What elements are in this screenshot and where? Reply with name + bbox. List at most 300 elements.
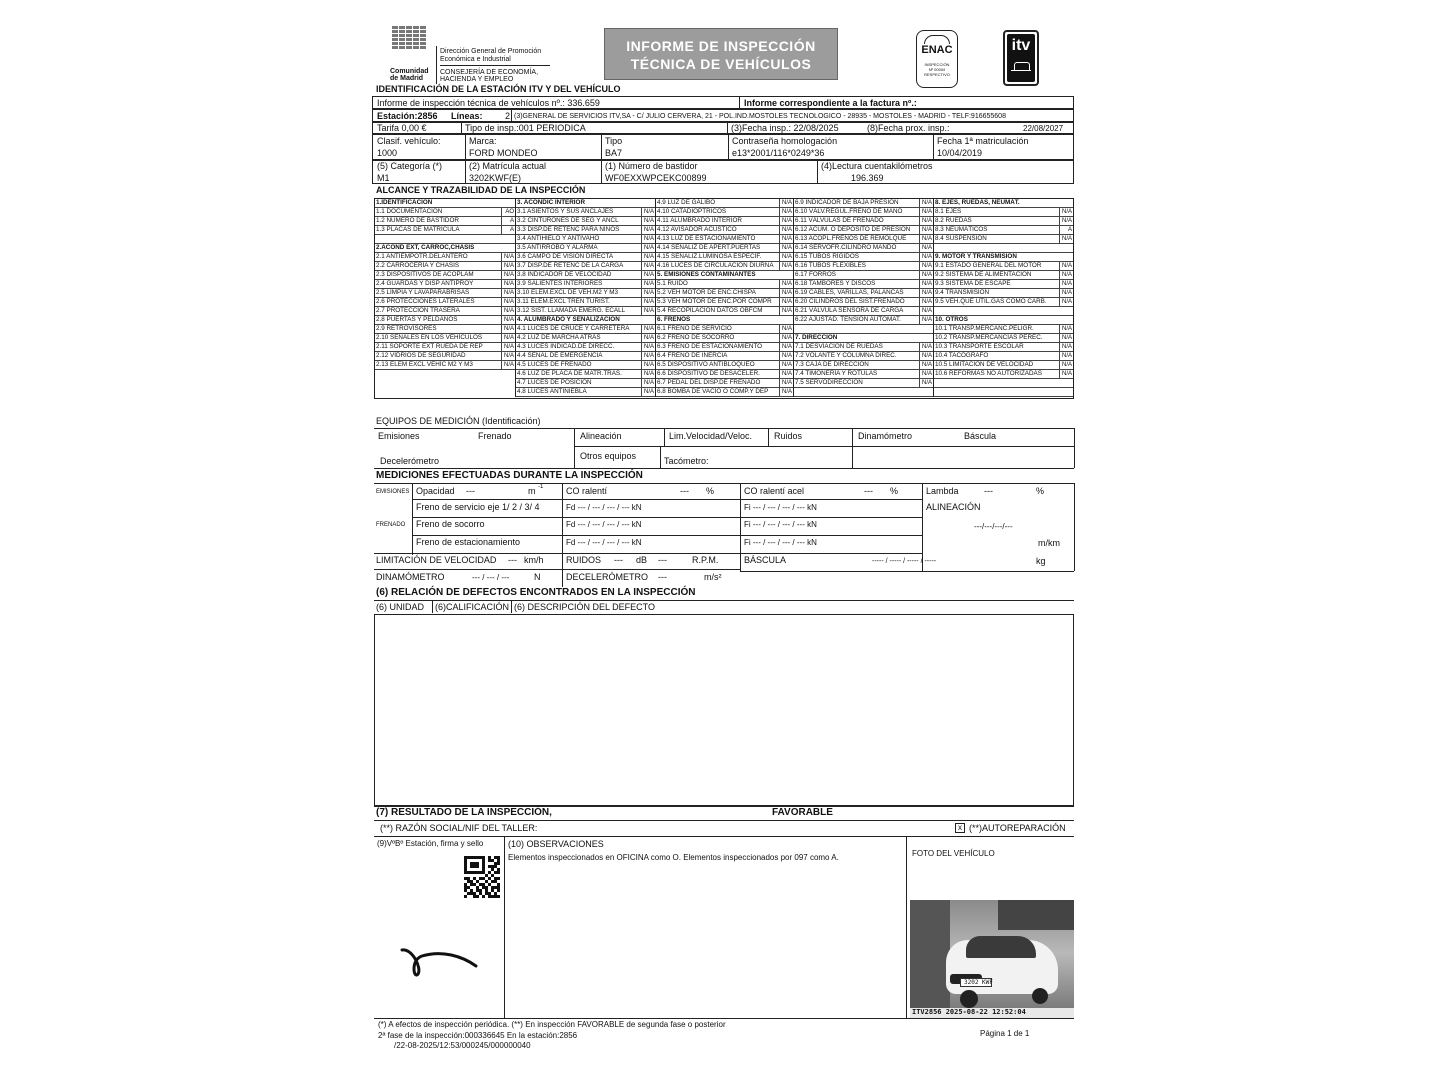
scope-item-label: 4.9 LUZ DE GÁLIBO — [657, 199, 716, 206]
scope-item-value — [1060, 316, 1073, 324]
scope-column — [793, 199, 933, 397]
inspection-report — [372, 20, 1076, 1065]
equip-bascula: Báscula — [964, 431, 997, 441]
scope-item — [794, 361, 933, 370]
scope-item-value: N/A — [1059, 325, 1073, 333]
lim-velocidad-value: --- — [508, 555, 517, 565]
scope-item-label: 9.4 TRANSMISIÓN — [935, 289, 990, 296]
odometer-value: 196.369 — [851, 173, 884, 183]
freno-socorro-fd: Fd --- / --- / --- / --- kN — [566, 520, 642, 529]
scope-item-value: N/A — [501, 271, 515, 279]
scope-item — [934, 280, 1073, 289]
marca-label: Marca: — [469, 136, 497, 146]
clasif-value: 1000 — [377, 148, 398, 158]
scope-item-value — [920, 388, 933, 396]
scope-item-label: 6. FRENOS — [657, 316, 691, 323]
scope-item — [794, 217, 933, 226]
scope-item-label: 6.4 FRENO DE INERCIA — [657, 352, 728, 359]
scope-item-label — [934, 244, 1060, 252]
scope-item — [656, 262, 793, 271]
scope-item-label: 3.11 ELEM.EXCL TREN TURIST. — [517, 298, 610, 305]
freno-socorro-label: Freno de socorro — [416, 519, 485, 529]
scope-item-label: 2.ACOND EXT, CARROC,CHASIS — [376, 244, 475, 251]
scope-item — [794, 280, 933, 289]
scope-item — [934, 361, 1073, 370]
scope-item — [656, 379, 793, 388]
scope-item-value: A — [501, 226, 515, 234]
marca-value: FORD MONDEO — [469, 148, 538, 158]
scope-item-label: 8. EJES, RUEDAS, NEUMÁT. — [935, 199, 1020, 206]
autoreparacion-checkbox[interactable] — [955, 823, 965, 833]
scope-item — [656, 325, 793, 334]
scope-item-label: 9.5 VEH.QUE UTIL.GAS COMO CARB. — [935, 298, 1047, 305]
scope-item-value: N/A — [641, 262, 655, 270]
scope-item-value — [780, 271, 793, 279]
scope-item-value: N/A — [1059, 280, 1073, 288]
scope-item-label: 6.21 VÁLVULA SENSORA DE CARGA — [795, 307, 904, 314]
scope-item-label: 4.5 LUCES DE FRENADO — [517, 361, 592, 368]
scope-item-value: N/A — [501, 361, 515, 369]
scope-item — [375, 289, 515, 298]
scope-item-label: 3.6 CAMPO DE VISIÓN DIRECTA — [517, 253, 614, 260]
scope-item — [656, 226, 793, 235]
scope-item-label: 4.12 AVISADOR ACÚSTICO — [657, 226, 737, 233]
scope-item — [934, 271, 1073, 280]
freno-estac-fi: Fi --- / --- / --- / --- kN — [744, 538, 817, 547]
scope-item-label: 6.11 VÁLVULAS DE FRENADO — [795, 217, 884, 224]
equip-decelerometro: Decelerómetro — [380, 456, 440, 466]
scope-item — [516, 271, 655, 280]
observations-label: (10) OBSERVACIONES — [508, 839, 604, 849]
scope-item — [516, 307, 655, 316]
scope-item-value: N/A — [501, 262, 515, 270]
scope-item-value: N/A — [1059, 343, 1073, 351]
scope-item-value: N/A — [919, 235, 933, 243]
scope-item-label: 10.1 TRANSP.MERCANC.PELIGR. — [935, 325, 1034, 332]
scope-item — [656, 271, 793, 280]
scope-item — [794, 307, 933, 316]
plate-row — [372, 160, 1074, 184]
scope-item-label: 10. OTROS — [935, 316, 968, 323]
scope-item — [656, 316, 793, 325]
scope-item-label — [794, 388, 920, 396]
footer-second-phase: 2ª fase de la inspección:000336645 En la estación:2856 — [378, 1031, 578, 1040]
scope-item — [934, 244, 1073, 253]
itv-logo-icon — [1003, 30, 1039, 86]
freno-estac-fd: Fd --- / --- / --- / --- kN — [566, 538, 642, 547]
inspection-date: (3)Fecha insp.: 22/08/2025 — [731, 123, 839, 133]
photo-label: FOTO DEL VEHÍCULO — [912, 849, 995, 858]
footer-code: /22-08-2025/12:53/000245/000000040 — [394, 1041, 531, 1050]
scope-item-label: 1.1 DOCUMENTACIÓN — [376, 208, 443, 215]
alineacion-values: ---/---/---/--- — [974, 522, 1013, 531]
scope-item — [794, 325, 933, 334]
scope-item-label: 6.16 TUBOS FLEXIBLES — [795, 262, 866, 269]
scope-item-value: N/A — [779, 325, 793, 333]
community-line-1: Comunidad — [390, 68, 429, 75]
co-ralenti-label: CO ralentí — [566, 486, 608, 496]
scope-item — [516, 325, 655, 334]
ruidos-label: RUIDOS — [566, 555, 602, 565]
photo-stamp: ITV2856 2025-08-22 12:52:04 — [912, 1008, 1026, 1016]
scope-item — [375, 352, 515, 361]
scope-column — [655, 199, 793, 397]
co-ralenti-acel-unit: % — [890, 486, 899, 496]
scope-item — [516, 388, 655, 397]
scope-item-label: 6.19 CABLES, VARILLAS, PALANCAS — [795, 289, 904, 296]
scope-column — [515, 199, 655, 397]
community-line-2: de Madrid — [390, 75, 424, 82]
bascula-unit: kg — [1036, 556, 1046, 566]
scope-item-value: N/A — [779, 307, 793, 315]
freno-servicio-fi: Fi --- / --- / --- / --- kN — [744, 503, 817, 512]
scope-item-value: N/A — [919, 271, 933, 279]
scope-item-label: 4.14 SEÑALIZ DE APERT.PUERTAS — [657, 244, 761, 251]
scope-item-label: 4.10 CATADIÓPTRICOS — [657, 208, 727, 215]
freno-servicio-label: Freno de servicio eje 1/ 2 / 3/ 4 — [416, 502, 540, 512]
scope-item-value: N/A — [919, 244, 933, 252]
scope-item-label: 3.3 DISP.DE RETENC PARA NIÑOS — [517, 226, 620, 233]
equip-tacometro: Tacómetro: — [664, 456, 709, 466]
measurements-table — [374, 483, 1074, 587]
scope-item — [516, 208, 655, 217]
scope-item — [516, 280, 655, 289]
scope-item-value: N/A — [779, 289, 793, 297]
scope-item-value: N/A — [779, 280, 793, 288]
station-address: (3)GENERAL DE SERVICIOS ITV,SA - C/ JULIO CERVERA, 21 - POL.IND.MOSTOLES TECNOLOGICO - 28935 - MOSTOLES - MADRID - TELF:916655608 — [514, 113, 1006, 120]
rpm-value: --- — [658, 555, 667, 565]
scope-item-value: N/A — [779, 361, 793, 369]
scope-item-label: 2.10 SEÑALES EN LOS VEHÍCULOS — [376, 334, 483, 341]
scope-item-label: 2.9 RETROVISORES — [376, 325, 437, 332]
scope-item-label: 6.15 TUBOS RÍGIDOS — [795, 253, 859, 260]
qr-code-icon — [464, 856, 500, 898]
decelerometro-label: DECELERÓMETRO — [566, 572, 649, 582]
scope-item-label: 1.3 PLACAS DE MATRÍCULA — [376, 226, 460, 233]
scope-item-value: N/A — [1059, 334, 1073, 342]
scope-item-label: 7.1 DESVIACIÓN DE RUEDAS — [795, 343, 883, 350]
scope-item-value: N/A — [779, 253, 793, 261]
scope-item-value: N/A — [641, 253, 655, 261]
scope-item-value: N/A — [779, 244, 793, 252]
scope-item-value: N/A — [501, 280, 515, 288]
scope-item — [375, 343, 515, 352]
scope-item-value: N/A — [1059, 217, 1073, 225]
scope-item-label: 10.5 LIMITACIÓN DE VELOCIDAD — [935, 361, 1034, 368]
scope-item-value: N/A — [1059, 208, 1073, 216]
scope-item-value: N/A — [641, 379, 655, 387]
scope-item-label: 6.2 FRENO DE SOCORRO — [657, 334, 735, 341]
observations-text: Elementos inspeccionados en OFICINA como O. Elementos inspeccionados por 097 como A. — [508, 853, 839, 862]
scope-item-value: N/A — [919, 379, 933, 387]
scope-item — [794, 244, 933, 253]
scope-item-label: 4.7 LUCES DE POSICIÓN — [517, 379, 592, 386]
measurements-title: MEDICIONES EFECTUADAS DURANTE LA INSPECCIÓN — [376, 470, 643, 481]
scope-item — [794, 316, 933, 325]
scope-item — [794, 298, 933, 307]
equip-otros: Otros equipos — [580, 451, 637, 461]
vehicle-row — [372, 134, 1074, 160]
scope-item-value: N/A — [641, 289, 655, 297]
scope-item — [656, 235, 793, 244]
madrid-logo-icon — [392, 26, 426, 49]
freno-servicio-fd: Fd --- / --- / --- / --- kN — [566, 503, 642, 512]
scope-item — [656, 298, 793, 307]
ruidos-unit: dB — [636, 555, 648, 565]
scope-item-value: N/A — [779, 343, 793, 351]
lambda-label: Lambda — [926, 486, 959, 496]
defects-col-descripcion: (6) DESCRIPCIÓN DEL DEFECTO — [514, 602, 656, 612]
scope-item — [934, 379, 1073, 388]
report-number: Informe de inspección técnica de vehículos nº.: 336.659 — [377, 98, 600, 108]
scope-item — [794, 235, 933, 244]
scope-item-label: 2.12 VIDRIOS DE SEGURIDAD — [376, 352, 466, 359]
scope-item-value — [502, 244, 515, 252]
scope-item — [656, 307, 793, 316]
scope-item — [516, 262, 655, 271]
scope-item-value: N/A — [641, 370, 655, 378]
scope-item — [656, 199, 793, 208]
scope-item-value: N/A — [641, 226, 655, 234]
scope-item — [375, 325, 515, 334]
first-reg-value: 10/04/2019 — [937, 148, 983, 158]
scope-item-label: 5.2 VEH MOTOR DE ENC.CHISPA — [657, 289, 756, 296]
scope-item-value: N/A — [1059, 271, 1073, 279]
scope-item-label: 8.2 RUEDAS — [935, 217, 972, 224]
result-value: FAVORABLE — [772, 807, 833, 818]
scope-item-label: 2.1 ANTIEMPOTR.DELANTERO — [376, 253, 468, 260]
scope-item — [375, 244, 515, 253]
scope-item-value: N/A — [919, 226, 933, 234]
plate-value: 3202KWF(E) — [469, 173, 522, 183]
scope-item-label: 4. ALUMBRADO Y SEÑALIZACIÓN — [517, 316, 620, 323]
tipo-value: BA7 — [605, 148, 623, 158]
tarifa: Tarifa 0,00 € — [377, 123, 427, 133]
lim-velocidad-unit: km/h — [524, 555, 544, 565]
scope-item — [375, 361, 515, 370]
scope-item-value — [502, 235, 515, 243]
scope-item — [934, 208, 1073, 217]
scope-item — [934, 388, 1073, 397]
scope-item-label — [375, 235, 502, 243]
scope-item-value: N/A — [641, 352, 655, 360]
scope-column — [375, 199, 515, 370]
scope-item-value: N/A — [501, 334, 515, 342]
defects-list — [374, 614, 1074, 806]
scope-item-value: N/A — [501, 343, 515, 351]
scope-item-label: 4.6 LUZ DE PLACA DE MATR.TRAS. — [517, 370, 622, 377]
scope-item — [794, 199, 933, 208]
scope-item — [656, 370, 793, 379]
scope-item-label: 7.2 VOLANTE Y COLUMNA DIREC. — [795, 352, 897, 359]
scope-item-label: 3.9 SALIENTES INTERIORES — [517, 280, 603, 287]
scope-item-label: 6.22 AJUSTAD. TENSIÓN AUTOMAT. — [795, 316, 901, 323]
freno-socorro-fi: Fi --- / --- / --- / --- kN — [744, 520, 817, 529]
scope-item-label: 4.4 SEÑAL DE EMERGENCIA — [517, 352, 603, 359]
scope-item — [516, 361, 655, 370]
org-line-2: Económica e Industrial — [440, 56, 511, 63]
scope-item-label: 7. DIRECCIÓN — [795, 334, 838, 341]
scope-item-label: 3.5 ANTIRROBO Y ALARMA — [517, 244, 598, 251]
scope-item — [375, 307, 515, 316]
scope-item — [934, 370, 1073, 379]
scope-item-label: 10.3 TRANSPORTE ESCOLAR — [935, 343, 1024, 350]
scope-item-label: 9. MOTOR Y TRANSMISIÓN — [935, 253, 1017, 260]
checkbox-mark: x — [958, 823, 962, 832]
scope-item — [516, 298, 655, 307]
scope-item — [934, 298, 1073, 307]
scope-item-label: 9.3 SISTEMA DE ESCAPE — [935, 280, 1011, 287]
scope-item-label — [934, 379, 1060, 387]
enac-logo-icon — [916, 30, 958, 88]
scope-item — [794, 208, 933, 217]
equip-emisiones: Emisiones — [378, 431, 420, 441]
scope-item-value: N/A — [1059, 262, 1073, 270]
scope-item-value: N/A — [779, 388, 793, 396]
scope-item — [934, 307, 1073, 316]
scope-item-value: N/A — [779, 370, 793, 378]
homolog-value: e13*2001/116*0249*36 — [732, 148, 825, 158]
scope-item-value — [780, 316, 793, 324]
scope-item-label: 10.6 REFORMAS NO AUTORIZADAS — [935, 370, 1042, 377]
scope-item-value: N/A — [779, 379, 793, 387]
scope-item-value: N/A — [779, 334, 793, 342]
first-reg-label: Fecha 1ª matriculación — [937, 136, 1029, 146]
decelerometro-unit: m/s² — [704, 572, 722, 582]
scope-item — [794, 271, 933, 280]
scope-item-label: 3.7 DISP.DE RETENC DE LA CARGA — [517, 262, 624, 269]
scope-item-value: N/A — [919, 208, 933, 216]
scope-item-label: 2.5 LIMPIA Y LAVAPARABRISAS — [376, 289, 470, 296]
scope-item-label — [934, 307, 1060, 315]
scope-item-label: 9.2 SISTEMA DE ALIMENTACIÓN — [935, 271, 1032, 278]
scope-item-label — [934, 388, 1060, 396]
scope-item-label: 6.5 DISPOSITIVO ANTIBLOQUEO — [657, 361, 755, 368]
scope-item — [516, 379, 655, 388]
razon-social-label: (**) RAZÓN SOCIAL/NIF DEL TALLER: — [380, 823, 538, 833]
autoreparacion-label: (**)AUTOREPARACIÓN — [969, 823, 1066, 833]
scope-item-value: N/A — [919, 262, 933, 270]
scope-item — [516, 343, 655, 352]
scope-item-label: 2.4 GUARDAS Y DISP ANTIPROY — [376, 280, 474, 287]
opacidad-exp: -1 — [538, 484, 544, 490]
scope-item-value: N/A — [779, 208, 793, 216]
banner-line-2: TÉCNICA DE VEHÍCULOS — [630, 56, 812, 72]
scope-column — [933, 199, 1073, 397]
scope-item-value: N/A — [501, 307, 515, 315]
tarifa-row — [372, 122, 1074, 134]
scope-item — [375, 208, 515, 217]
report-banner — [604, 28, 838, 80]
scope-item — [375, 262, 515, 271]
lambda-unit: % — [1036, 486, 1045, 496]
scope-item-label: 2.8 PUERTAS Y PELDAÑOS — [376, 316, 458, 323]
scope-item-value: A — [501, 217, 515, 225]
dinamometro-unit: N — [534, 572, 541, 582]
scope-item — [934, 343, 1073, 352]
scope-item — [516, 235, 655, 244]
lim-velocidad-label: LIMITACIÓN DE VELOCIDAD — [376, 555, 497, 565]
co-ralenti-acel-label: CO ralentí acel — [744, 486, 805, 496]
scope-item-label: 10.4 TACÓGRAFO — [935, 352, 989, 359]
scope-item-label: 4.2 LUZ DE MARCHA ATRÁS — [517, 334, 601, 341]
emisiones-tag: EMISIONES — [376, 489, 410, 495]
scope-item-value: N/A — [779, 217, 793, 225]
opacidad-unit: m — [528, 486, 536, 496]
scope-item-value: N/A — [1059, 370, 1073, 378]
scope-item — [375, 280, 515, 289]
photo-plate: 3202 KWF — [964, 979, 993, 986]
scope-item-label: 5.3 VEH MOTOR DE ENC.POR COMPR — [657, 298, 772, 305]
scope-item — [794, 262, 933, 271]
scope-item — [934, 217, 1073, 226]
scope-item-label: 4.13 LUZ DE ESTACIONAMIENTO — [657, 235, 756, 242]
defects-col-unidad: (6) UNIDAD — [376, 602, 425, 612]
scope-item-label: 2.7 PROTECCIÓN TRASERA — [376, 307, 460, 314]
scope-item — [794, 370, 933, 379]
scope-item — [934, 325, 1073, 334]
scope-item-label: 7.5 SERVODIRECCIÓN — [795, 379, 863, 386]
scope-item — [794, 253, 933, 262]
scope-item-value: N/A — [919, 370, 933, 378]
scope-item — [375, 199, 515, 208]
scope-item-value — [1060, 199, 1073, 207]
itv-label: itv — [1011, 37, 1031, 54]
lambda-value: --- — [984, 486, 993, 496]
scope-item — [794, 226, 933, 235]
scope-item-value: N/A — [501, 289, 515, 297]
scope-item-label: 4.15 SEÑALIZ.LUMINOSA ESPECÍF. — [657, 253, 762, 260]
scope-item-value: N/A — [919, 199, 933, 207]
frenado-tag: FRENADO — [376, 522, 406, 528]
banner-line-1: INFORME DE INSPECCIÓN — [626, 38, 816, 54]
scope-item-label: 6.18 TAMBORES Y DISCOS — [795, 280, 876, 287]
signature-label: (9)VºBº Estación, firma y sello — [377, 839, 484, 848]
scope-item — [934, 226, 1073, 235]
odometer-label: (4)Lectura cuentakilómetros — [821, 161, 933, 171]
station-row — [372, 109, 1074, 122]
scope-item-value: N/A — [1059, 298, 1073, 306]
scope-item-label: 3.12 SIST. LLAMADA EMERG. ECALL — [517, 307, 626, 314]
scope-item — [516, 199, 655, 208]
equip-dinamometro: Dinamómetro — [858, 431, 913, 441]
scope-item — [656, 289, 793, 298]
scope-item-label: 2.13 ELEM EXCL VEHÍC M2 Y M3 — [376, 361, 473, 368]
scope-item-label: 1.2 NÚMERO DE BASTIDOR — [376, 217, 459, 224]
scope-item-value: N/A — [919, 289, 933, 297]
defects-title: (6) RELACIÓN DE DEFECTOS ENCONTRADOS EN LA INSPECCIÓN — [376, 587, 696, 598]
scope-item — [656, 334, 793, 343]
scope-item-value — [1060, 307, 1073, 315]
footer-note: (*) A efectos de inspección periódica. (**) En inspección FAVORABLE de segunda fase o posterior — [378, 1020, 726, 1029]
enac-sub-3: RESPECTIVO — [924, 72, 950, 77]
scope-item-label — [794, 325, 920, 333]
scope-item-value — [1060, 244, 1073, 252]
scope-item-value: N/A — [919, 361, 933, 369]
lines-label: Líneas: — [451, 111, 483, 121]
scope-item-value: N/A — [779, 226, 793, 234]
scope-item — [794, 343, 933, 352]
scope-item — [375, 226, 515, 235]
scope-item-label: 2.11 SOPORTE EXT RUEDA DE REP — [376, 343, 483, 350]
equip-lim-velocidad: Lim.Velocidad/Veloc. — [669, 431, 753, 441]
scope-item-label: 2.3 DISPOSITIVOS DE ACOPLAM — [376, 271, 474, 278]
scope-item — [375, 217, 515, 226]
scope-item-value: N/A — [779, 352, 793, 360]
scope-item-label: 3.2 CINTURONES DE SEG Y ANCL — [517, 217, 619, 224]
scope-item — [375, 271, 515, 280]
scope-item-label: 6.17 FORROS — [795, 271, 836, 278]
